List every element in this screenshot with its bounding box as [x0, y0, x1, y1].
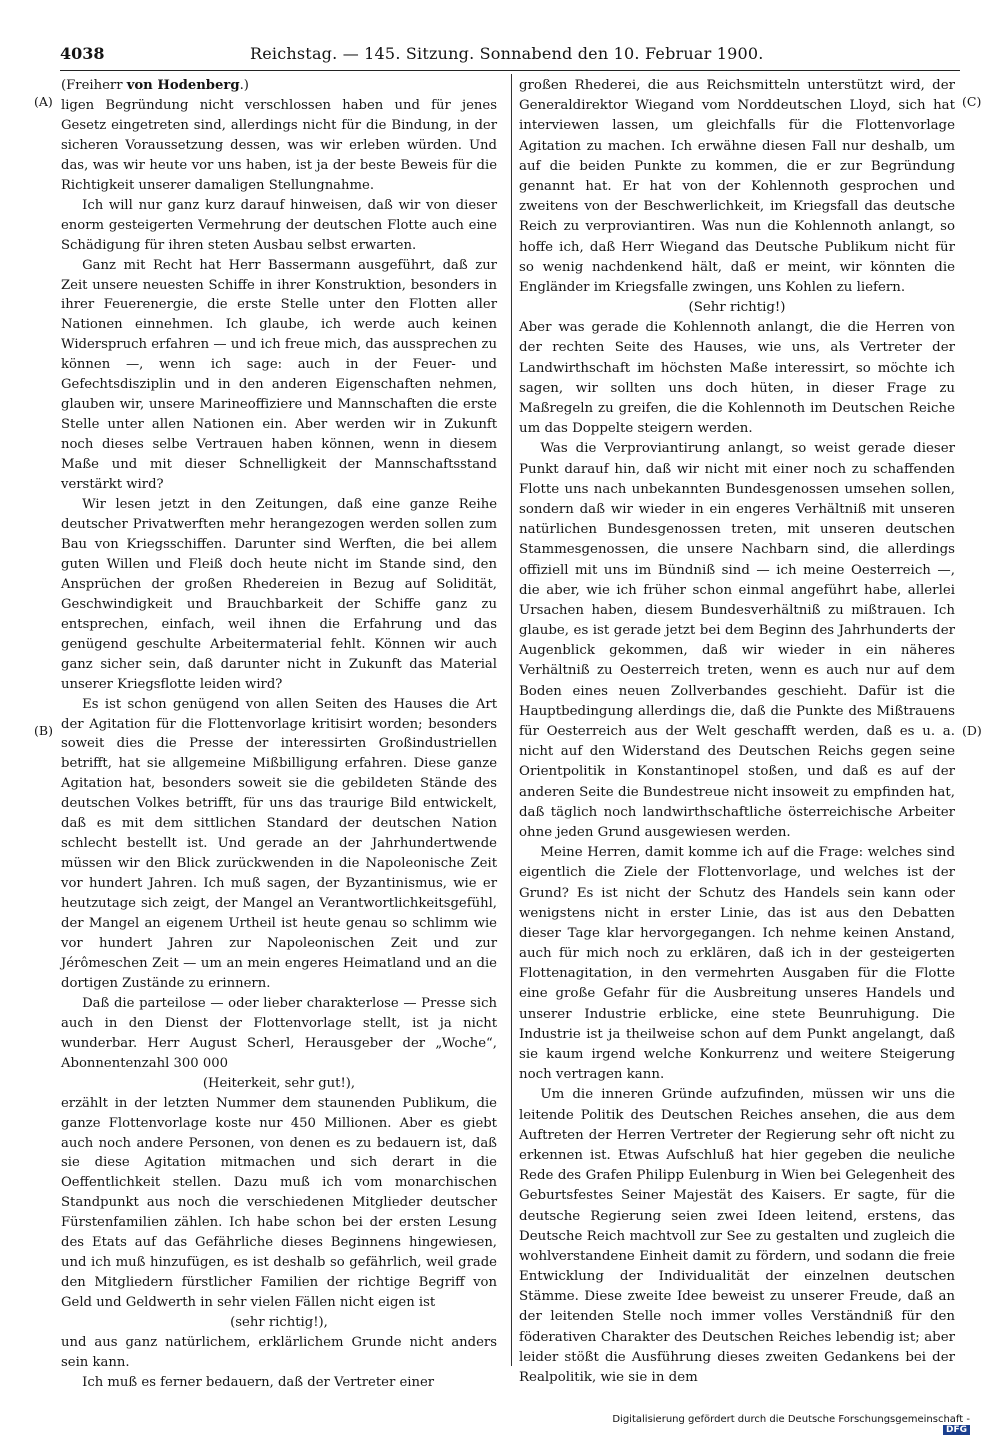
paragraph: Es ist schon genügend von allen Seiten des Hauses die Art der Agitation für die Flottenvorlage kritisirt worden; besonders soweit dies die Presse der interessirten Großindustriellen betrifft, hat sie allgemeine Mißbilligung erfahren. Diese ganze Agitation hat, besonders soweit sie die gebildeten Stände des deutschen Volkes betrifft, für uns das traurige Bild entwickelt, daß es mit dem sittlichen Standard der deutschen Nation schlecht bestellt ist. Und gerade an der Jahrhundertwende müssen wir den Blick zurückwenden in die Napoleonische Zeit vor hundert Jahren. Ich muß sagen, der Byzantinismus, wie er heutzutage sich zeigt, der Mangel an Verantwortlichkeitsgefühl, der Mangel an eigenem Urtheil ist heute genau so schlimm wie vor hundert Jahren zur Napoleonischen Zeit und zur Jérômeschen Zeit — um an mein engeres Heimatland und an die dortigen Zustände zu erinnern.	[61, 696, 497, 991]
paragraph: Wir lesen jetzt in den Zeitungen, daß eine ganze Reihe deutscher Privatwerften mehr herangezogen werden sollen zum Bau von Kriegsschiffen. Darunter sind Werften, die bei allem guten Willen und Fleiß doch heute nicht im Stande sind, den Ansprüchen der großen Rhedereien in Bezug auf Solidität, Geschwindigkeit und Brauchbarkeit der Schiffe ganz zu entsprechen, einfach, weil ihnen die Erfahrung und das genügend geschulte Arbeitermaterial fehlt. Können wir auch ganz sicher sein, daß darunter nicht in Zukunft das Material unserer Kriegsflotte leiden wird?	[61, 497, 497, 692]
interjection: (Heiterkeit, sehr gut!),	[202, 1075, 356, 1091]
left-column	[61, 76, 497, 1393]
running-title: Reichstag. — 145. Sitzung. Sonnabend den 10. Februar 1900.	[250, 44, 764, 63]
paragraph: Ganz mit Recht hat Herr Bassermann ausgeführt, daß zur Zeit unsere neuesten Schiffe in ihrer Konstruktion, besonders in ihrer Feuerenergie, die erste Stelle unter den Flotten aller Nationen einnehmen. Ich glaube, ich werde auch keinen Widerspruch erfahren — und ich freue mich, das aussprechen zu können —, wenn ich sage: auch in der Feuer- und Gefechtsdisziplin und in den anderen Eigenschaften nehmen, glauben wir, unsere Marineoffiziere und Mannschaften die erste Stelle unter allen Nationen ein. Aber werden wir in Zukunft noch dieses selbe Vertrauen haben können, wenn in diesem Maße und mit dieser Schnelligkeit der Mannschaftsstand verstärkt wird?	[61, 257, 497, 493]
interjection: (Sehr richtig!)	[688, 300, 786, 316]
paragraph: Daß die parteilose — oder lieber charakterlose — Presse sich auch in den Dienst der Flottenvorlage stellt, ist ja nicht wunderbar. Herr August Scherl, Herausgeber der „Woche“, Abonnentenzahl 300 000	[61, 995, 497, 1071]
right-column	[519, 76, 955, 1388]
paragraph: Um die inneren Gründe aufzufinden, müssen wir uns die leitende Politik des Deutschen Reiches ansehen, die aus dem Auftreten der Herren Vertreter der Regierung sehr oft nicht zu erkennen ist. Etwas Aufschluß hat hier gegeben die neuliche Rede des Grafen Philipp Eulenburg in Wien bei Gelegenheit des Geburtsfestes Seiner Majestät des Kaisers. Er sagte, für die deutsche Regierung seien zwei Ideen leitend, erstens, das Deutsche Reich machtvoll zur See zu gestalten und zugleich die wohlverstandene Einheit damit zu fördern, und sodann die freie Entwicklung der Individualität der einzelnen deutschen Stämme. Diese zweite Idee beweist zu unserer Freude, daß an der leitenden Stelle noch immer volles Verständniß für den föderativen Charakter des Deutschen Reiches lebendig ist; aber leider stößt die Ausführung dieses zweiten Gedankens bei der Realpolitik, wie sie in dem	[519, 1087, 955, 1385]
margin-mark-c: (C)	[962, 94, 982, 109]
paragraph: großen Rhederei, die aus Reichsmitteln unterstützt wird, der Generaldirektor Wiegand vom Norddeutschen Lloyd, sich hat interviewen lassen, um gleichfalls für die Flottenvorlage Agitation zu machen. Ich erwähne diesen Fall nur deshalb, um auf die beiden Punkte zu kommen, die er zur Begründung genannt hat. Er hat von der Kohlennoth gesprochen und zweitens von der Beschwerlichkeit, im Kriegsfall das deutsche Reich zu verproviantiren. Was nun die Kohlennoth anlangt, so hoffe ich, daß Herr Wiegand das Deutsche Publikum nicht für so wenig nachdenkend hält, daß er meint, wir könnten die Engländer im Kriegsfalle zwingen, uns Kohlen zu liefern.	[519, 78, 955, 295]
paragraph: erzählt in der letzten Nummer dem staunenden Publikum, die ganze Flottenvorlage koste nur 450 Millionen. Aber es giebt auch noch andere Personen, von denen es zu bedauern ist, daß sie diese Agitation mitmachen und sich derart in die Oeffentlichkeit stellen. Dazu muß ich vom monarchischen Standpunkt aus noch die verschiedenen Mitglieder deutscher Fürstenfamilien zählen. Ich habe schon bei der ersten Lesung des Etats auf das Gefährliche dieses Beginnens hingewiesen, und ich muß hinzufügen, es ist deshalb so gefährlich, weil grade den Mitgliedern fürstlicher Familien der richtige Begriff von Geld und Geldwerth in sehr vielen Fällen nicht eigen ist	[61, 1095, 497, 1311]
paragraph: ligen Begründung nicht verschlossen haben und für jenes Gesetz eingetreten sind, allerdings nicht für die Bindung, in der sicheren Voraussetzung dessen, was wir erleben würden. Und das, was wir heute vor uns haben, ist ja der beste Beweis für die Richtigkeit unserer damaligen Stellungnahme.	[61, 97, 497, 193]
paragraph: Aber was gerade die Kohlennoth anlangt, die die Herren von der rechten Seite des Hauses, wie uns, als Vertreter der Landwirthschaft im höchsten Maße interessirt, so möchte ich sagen, wir sollten uns doch hüten, in dieser Frage zu Maßregeln zu greifen, die die Kohlennoth im Deutschen Reiche um das Doppelte steigern werden.	[519, 320, 955, 437]
page-number: 4038	[60, 44, 105, 63]
paragraph: Ich will nur ganz kurz darauf hinweisen, daß wir von dieser enorm gesteigerten Vermehrung der deutschen Flotte auch eine Schädigung für ihren steten Ausbau selbst erwarten.	[61, 197, 497, 253]
margin-mark-d: (D)	[962, 723, 982, 738]
margin-mark-a: (A)	[34, 94, 53, 109]
footer-credit	[600, 1414, 970, 1436]
margin-mark-b: (B)	[34, 723, 53, 738]
paragraph: und aus ganz natürlichem, erklärlichem Grunde nicht anders sein kann.	[61, 1335, 497, 1370]
speaker-line: (Freiherr von Hodenberg.)	[61, 78, 249, 93]
paragraph: Was die Verproviantirung anlangt, so weist gerade dieser Punkt darauf hin, daß wir nicht mit einer noch zu schaffenden Flotte uns nach unbekannten Bundesgenossen umsehen sollen, sondern daß wir wieder in ein engeres Verhältniß mit unseren natürlichen Bundesgenossen treten, mit unseren deutschen Stammesgenossen, die unsere Nachbarn sind, die allerdings offiziell mit uns im Bündniß sind — ich meine Oesterreich —, die aber, wie ich früher schon einmal angeführt habe, allerlei Ursachen haben, diesem Bundesverhältniß zu mißtrauen. Ich glaube, es ist gerade jetzt bei dem Beginn des Jahrhunderts der Augenblick gekommen, daß wir wieder in ein näheres Verhältniß zu Oesterreich treten, wenn es auch nur auf dem Boden eines neuen Zollverbandes geschieht. Dafür ist die Hauptbedingung allerdings die, daß die Punkte des Mißtrauens für Oesterreich aus der Welt geschafft werden, daß es u. a. nicht auf den Widerstand des Deutschen Reichs gegen seine Orientpolitik in Konstantinopel stoßen, und daß es auf der anderen Seite die Bundestreue nicht insoweit zu empfinden hat, daß täglich noch landwirthschaftliche österreichische Arbeiter ohne jeden Grund ausgewiesen werden.	[519, 441, 955, 840]
paragraph: Ich muß es ferner bedauern, daß der Vertreter einer	[82, 1374, 435, 1390]
interjection: (sehr richtig!),	[230, 1315, 328, 1331]
dfg-logo: DFG	[943, 1425, 970, 1435]
footer-credit-text: Digitalisierung gefördert durch die Deutsche Forschungsgemeinschaft -	[612, 1414, 970, 1425]
speaker-name: von Hodenberg	[126, 78, 240, 93]
header-rule	[60, 70, 960, 71]
column-divider	[511, 74, 512, 1366]
page-header	[60, 44, 960, 70]
paragraph: Meine Herren, damit komme ich auf die Frage: welches sind eigentlich die Ziele der Flottenvorlage, und welches ist der Grund? Es ist nicht der Schutz des Handels sein kann oder wenigstens nicht in erster Linie, das ist aus den Debatten dieser Tage klar hervorgegangen. Ich nehme keinen Anstand, auch für mich noch zu erklären, daß ich in der gesteigerten Flottenagitation, in den vermehrten Ausgaben für die Flotte eine große Gefahr für die Ausbreitung unseres Handels und unserer Industrie erblicke, eine stete Beunruhigung. Die Industrie ist ja theilweise schon auf dem Punkt angelangt, daß sie kaum irgend welche Konkurrenz und weitere Steigerung noch vertragen kann.	[519, 845, 955, 1083]
